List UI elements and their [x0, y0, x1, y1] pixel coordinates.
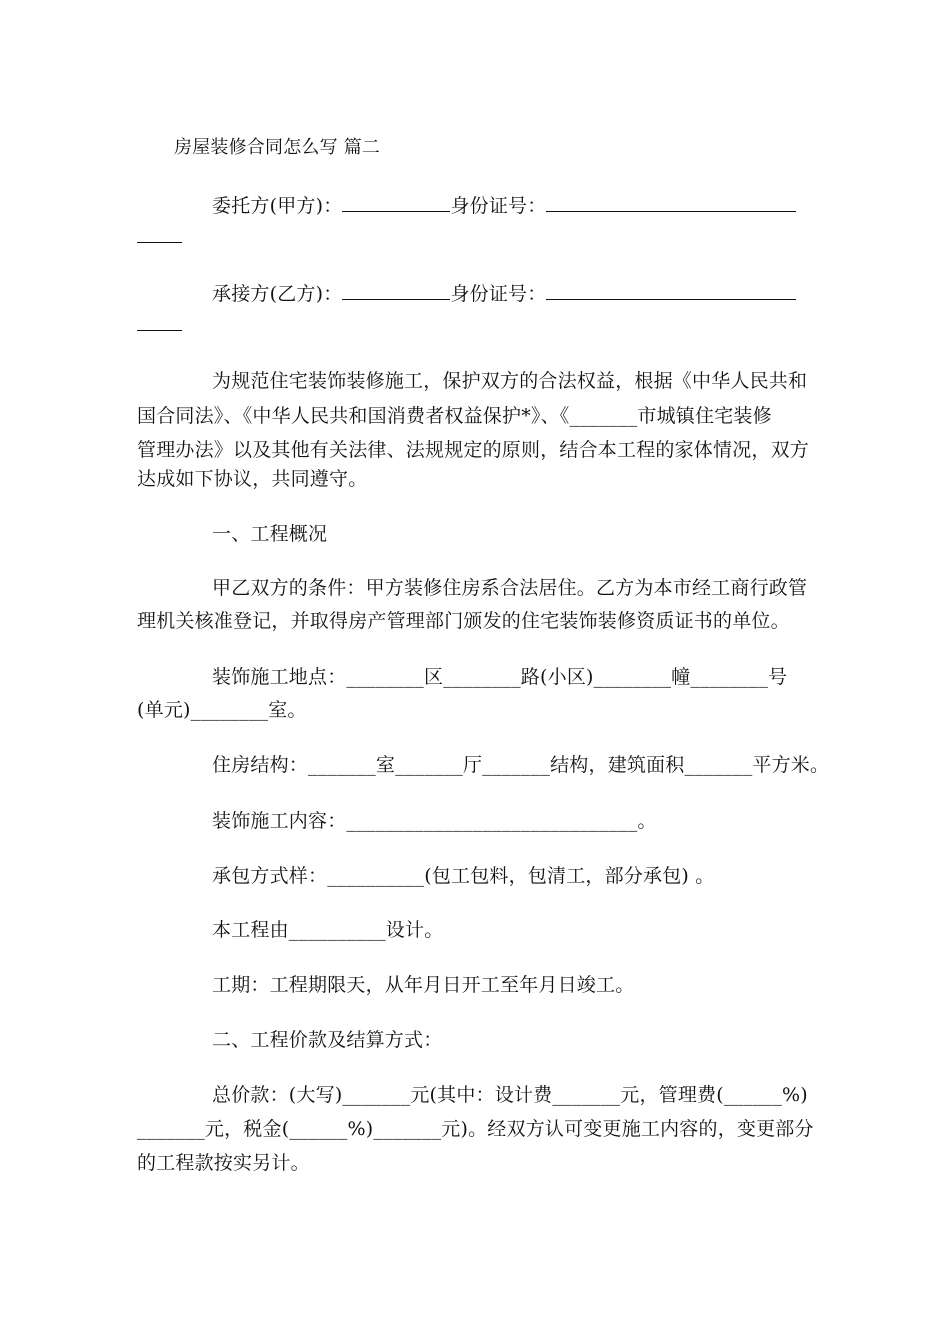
document-title: 房屋装修合同怎么写 篇二: [174, 137, 381, 158]
price-line-2: _______元，税金(______%)_______元)。经双方认可变更施工内容的，变更部分: [137, 1118, 814, 1140]
party-b-label: 承接方(乙方)：: [212, 283, 343, 305]
content-line: 装饰施工内容：______________________________。: [212, 810, 657, 832]
section-2-heading: 二、工程价款及结算方式：: [212, 1029, 443, 1051]
party-b-id-blank: [546, 281, 796, 300]
party-a-id-label: 身份证号：: [450, 195, 547, 217]
address-line-2: (单元)________室。: [137, 699, 307, 721]
party-a-id-blank-continued: [137, 224, 182, 243]
conditions-line-1: 甲乙双方的条件：甲方装修住房系合法居住。乙方为本市经工商行政管: [212, 577, 808, 599]
period-line: 工期：工程期限天，从年月日开工至年月日竣工。: [212, 974, 635, 996]
party-a-line: [212, 193, 796, 218]
party-b-name-blank: [342, 281, 450, 300]
preamble-line-2: 国合同法》、《中华人民共和国消费者权益保护*》、《_______市城镇住宅装修: [137, 405, 772, 427]
party-a-name-blank: [342, 193, 450, 212]
party-a-id-blank: [546, 193, 796, 212]
party-a-label: 委托方(甲方)：: [212, 195, 343, 217]
price-line-3: 的工程款按实另计。: [137, 1152, 310, 1174]
structure-line: 住房结构：_______室_______厅_______结构，建筑面积_______平方米。: [212, 754, 830, 776]
preamble-line-4: 达成如下协议，共同遵守。: [137, 468, 368, 490]
conditions-line-2: 理机关核准登记，并取得房产管理部门颁发的住宅装饰装修资质证书的单位。: [137, 610, 790, 632]
price-line-1: 总价款：(大写)_______元(其中：设计费_______元，管理费(______%): [212, 1084, 808, 1106]
section-1-heading: 一、工程概况: [212, 523, 328, 545]
party-b-line: [212, 281, 796, 306]
preamble-line-1: 为规范住宅装饰装修施工，保护双方的合法权益，根据《中华人民共和: [212, 370, 808, 392]
designer-line: 本工程由__________设计。: [212, 919, 444, 941]
preamble-line-3: 管理办法》以及其他有关法律、法规规定的原则，结合本工程的家体情况，双方: [137, 439, 810, 461]
party-b-id-label: 身份证号：: [450, 283, 547, 305]
party-b-id-blank-continued: [137, 312, 182, 331]
contract-mode-line: 承包方式样：__________(包工包料，包清工，部分承包) 。: [212, 865, 715, 887]
address-line-1: 装饰施工地点：________区________路(小区)________幢________号: [212, 666, 788, 688]
